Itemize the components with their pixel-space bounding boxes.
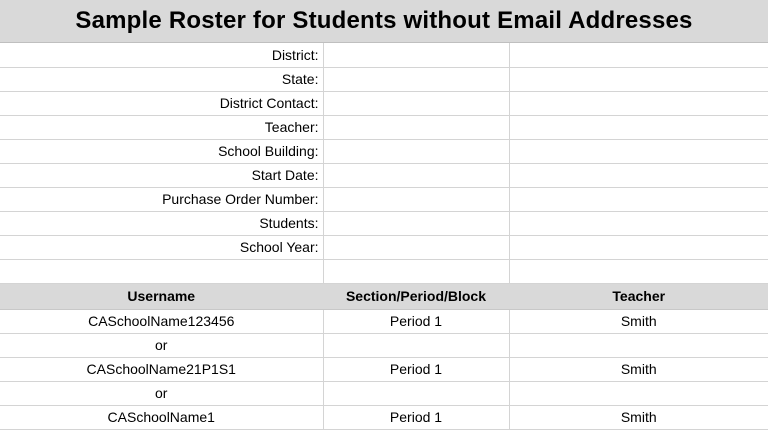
info-row-school-building — [0, 139, 768, 163]
info-row-start-date — [0, 163, 768, 187]
field-extra-district[interactable] — [509, 43, 768, 67]
field-value-teacher[interactable] — [323, 115, 509, 139]
field-extra-school-year[interactable] — [509, 235, 768, 259]
field-label-purchase-order[interactable]: Purchase Order Number: — [0, 187, 323, 211]
info-row-district-contact — [0, 91, 768, 115]
table-row — [0, 309, 768, 333]
cell-teacher[interactable] — [509, 333, 768, 357]
field-extra-district-contact[interactable] — [509, 91, 768, 115]
cell-username[interactable]: CASchoolName1 — [0, 405, 323, 429]
cell-teacher[interactable]: Smith — [509, 405, 768, 429]
field-label-district[interactable]: District: — [0, 43, 323, 67]
cell-section[interactable]: Period 1 — [323, 309, 509, 333]
cell-username[interactable]: CASchoolName123456 — [0, 309, 323, 333]
cell-section[interactable]: Period 1 — [323, 405, 509, 429]
info-row-district — [0, 43, 768, 67]
table-row — [0, 405, 768, 429]
field-value-start-date[interactable] — [323, 163, 509, 187]
info-row-school-year — [0, 235, 768, 259]
table-row — [0, 381, 768, 405]
field-extra-start-date[interactable] — [509, 163, 768, 187]
header-section[interactable]: Section/Period/Block — [323, 283, 509, 309]
cell-teacher[interactable]: Smith — [509, 357, 768, 381]
cell-teacher[interactable] — [509, 381, 768, 405]
header-username[interactable]: Username — [0, 283, 323, 309]
cell-username[interactable]: CASchoolName21P1S1 — [0, 357, 323, 381]
roster-header-row — [0, 283, 768, 309]
cell-section[interactable]: Period 1 — [323, 357, 509, 381]
field-label-students[interactable]: Students: — [0, 211, 323, 235]
table-row — [0, 357, 768, 381]
field-extra-state[interactable] — [509, 67, 768, 91]
field-value-school-building[interactable] — [323, 139, 509, 163]
roster-title[interactable]: Sample Roster for Students without Email Addresses — [0, 0, 768, 43]
cell-teacher[interactable]: Smith — [509, 309, 768, 333]
field-label-school-building[interactable]: School Building: — [0, 139, 323, 163]
cell-username[interactable]: or — [0, 333, 323, 357]
field-label-school-year[interactable]: School Year: — [0, 235, 323, 259]
field-extra-teacher[interactable] — [509, 115, 768, 139]
field-extra-students[interactable] — [509, 211, 768, 235]
cell-section[interactable] — [323, 381, 509, 405]
blank-cell[interactable] — [0, 259, 323, 283]
field-value-state[interactable] — [323, 67, 509, 91]
info-row-teacher — [0, 115, 768, 139]
roster-grid — [0, 43, 768, 430]
cell-section[interactable] — [323, 333, 509, 357]
header-teacher[interactable]: Teacher — [509, 283, 768, 309]
info-row-state — [0, 67, 768, 91]
field-value-purchase-order[interactable] — [323, 187, 509, 211]
field-label-district-contact[interactable]: District Contact: — [0, 91, 323, 115]
field-value-district[interactable] — [323, 43, 509, 67]
blank-cell[interactable] — [509, 259, 768, 283]
field-value-district-contact[interactable] — [323, 91, 509, 115]
field-label-teacher[interactable]: Teacher: — [0, 115, 323, 139]
field-extra-school-building[interactable] — [509, 139, 768, 163]
cell-username[interactable]: or — [0, 381, 323, 405]
field-value-school-year[interactable] — [323, 235, 509, 259]
field-label-state[interactable]: State: — [0, 67, 323, 91]
field-extra-purchase-order[interactable] — [509, 187, 768, 211]
blank-row — [0, 259, 768, 283]
info-row-purchase-order — [0, 187, 768, 211]
info-row-students — [0, 211, 768, 235]
field-value-students[interactable] — [323, 211, 509, 235]
field-label-start-date[interactable]: Start Date: — [0, 163, 323, 187]
blank-cell[interactable] — [323, 259, 509, 283]
table-row — [0, 333, 768, 357]
